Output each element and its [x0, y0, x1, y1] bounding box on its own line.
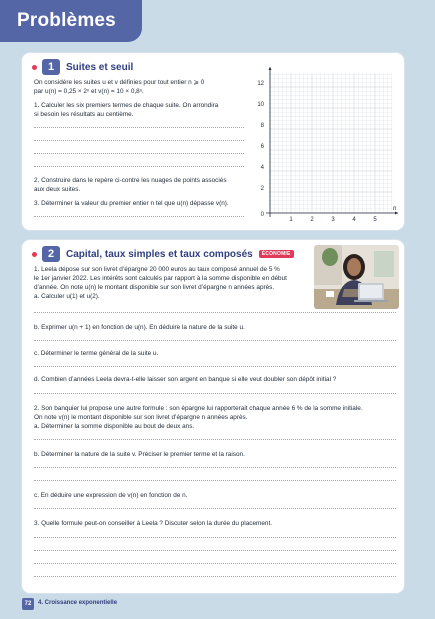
answer-line	[34, 537, 396, 538]
exercise-2-card	[22, 240, 404, 593]
exercise-1-intro	[34, 78, 246, 96]
text-line: a. Calculer u(1) et u(2).	[34, 293, 100, 300]
bullet-icon	[32, 65, 37, 70]
answer-line	[34, 480, 396, 481]
y-tick-label: 12	[257, 81, 264, 87]
answer-line	[34, 563, 396, 564]
question-3: 3. Quelle formule peut-on conseiller à Leela ? Discuter selon la durée du placement.	[34, 520, 273, 527]
y-tick-label: 8	[260, 123, 264, 129]
part-2-question-b: b. Déterminer la nature de la suite v. Préciser le premier terme et la raison.	[34, 451, 245, 458]
x-tick-label: 3	[331, 217, 335, 221]
exercise-1-title: Suites et seuil	[66, 61, 134, 73]
answer-line	[34, 340, 396, 341]
part-2-question-c: c. En déduire une expression de v(n) en fonction de n.	[34, 492, 188, 499]
y-tick-label: 6	[260, 144, 264, 150]
answer-line	[34, 576, 396, 577]
question-line: 3. Déterminer la valeur du premier entier n tel que u(n) dépasse v(n).	[34, 200, 229, 207]
exercise-1-number: 1	[42, 59, 60, 75]
x-axis-label: n	[393, 206, 397, 212]
question-line: 2. Construire dans le repère ci-contre les nuages de points associés	[34, 177, 227, 184]
topic-tag: ÉCONOMIE	[259, 250, 294, 258]
answer-line	[34, 127, 244, 128]
answer-line	[34, 216, 244, 217]
exercise-1-question-2	[34, 176, 246, 194]
exercise-1-question-1	[34, 101, 246, 119]
origin-label: 0	[260, 212, 264, 218]
question-line: aux deux suites.	[34, 186, 81, 193]
question-d: d. Combien d’années Leela devra-t-elle laisser son argent en banque si elle veut doubler son dépôt initial ?	[34, 376, 337, 383]
text-line: d’année. On note u(n) le montant disponible sur son livret d’épargne n années après.	[34, 284, 275, 291]
intro-line: On considère les suites u et v définies pour tout entier n ⩾ 0	[34, 79, 205, 86]
question-c: c. Déterminer le terme général de la suite u.	[34, 350, 159, 357]
x-tick-label: 4	[352, 217, 356, 221]
exercise-2-part-1	[34, 265, 312, 301]
exercise-2-part-2	[34, 404, 400, 431]
text-line: 2. Son banquier lui propose une autre formule : son épargne lui rapporterait chaque année 6 % de la somme initiale.	[34, 405, 363, 412]
answer-line	[34, 467, 396, 468]
x-tick-label: 1	[289, 217, 293, 221]
text-line: On note v(n) le montant disponible sur son livret d’épargne n années après.	[34, 414, 248, 421]
intro-line: par u(n) = 0,25 × 2ⁿ et v(n) = 10 × 0,8ⁿ.	[34, 88, 144, 95]
text-line: le 1er janvier 2022. Les intérêts sont calculés par rapport à la somme disponible en début	[34, 275, 287, 282]
answer-line	[34, 366, 396, 367]
text-line: a. Déterminer la somme disponible au bout de deux ans.	[34, 423, 195, 430]
page-title: Problèmes	[17, 10, 116, 31]
exercise-2-header	[32, 246, 294, 262]
y-tick-label: 4	[260, 165, 264, 171]
answer-line	[34, 508, 396, 509]
exercise-2-number: 2	[42, 246, 60, 262]
y-axis-arrow-icon	[269, 67, 272, 70]
answer-line	[34, 393, 396, 394]
page-title-tab	[0, 0, 142, 42]
question-b: b. Exprimer u(n + 1) en fonction de u(n). En déduire la nature de la suite u.	[34, 324, 245, 331]
photo-woman-laptop	[314, 245, 399, 309]
text-line: 1. Leela dépose sur son livret d’épargne 20 000 euros au taux composé annuel de 5 %	[34, 266, 280, 273]
answer-line	[34, 166, 244, 167]
exercise-1-question-3	[34, 199, 246, 208]
answer-line	[34, 439, 396, 440]
answer-line	[34, 153, 244, 154]
x-tick-label: 5	[373, 217, 377, 221]
grid-lines	[270, 73, 392, 213]
bullet-icon	[32, 252, 37, 257]
exercise-1-card	[22, 53, 404, 230]
coordinate-grid	[250, 61, 400, 221]
y-tick-label: 10	[257, 102, 264, 108]
answer-line	[34, 312, 396, 313]
exercise-2-title: Capital, taux simples et taux composés	[66, 248, 253, 260]
y-tick-label: 2	[260, 186, 264, 192]
chapter-title: 4. Croissance exponentielle	[38, 600, 118, 606]
exercise-1-header	[32, 59, 133, 75]
x-tick-label: 2	[310, 217, 314, 221]
question-line: 1. Calculer les six premiers termes de chaque suite. On arrondira	[34, 102, 219, 109]
question-line: si besoin les résultats au centième.	[34, 111, 134, 118]
answer-line	[34, 550, 396, 551]
answer-line	[34, 140, 244, 141]
page-number: 72	[22, 598, 34, 610]
